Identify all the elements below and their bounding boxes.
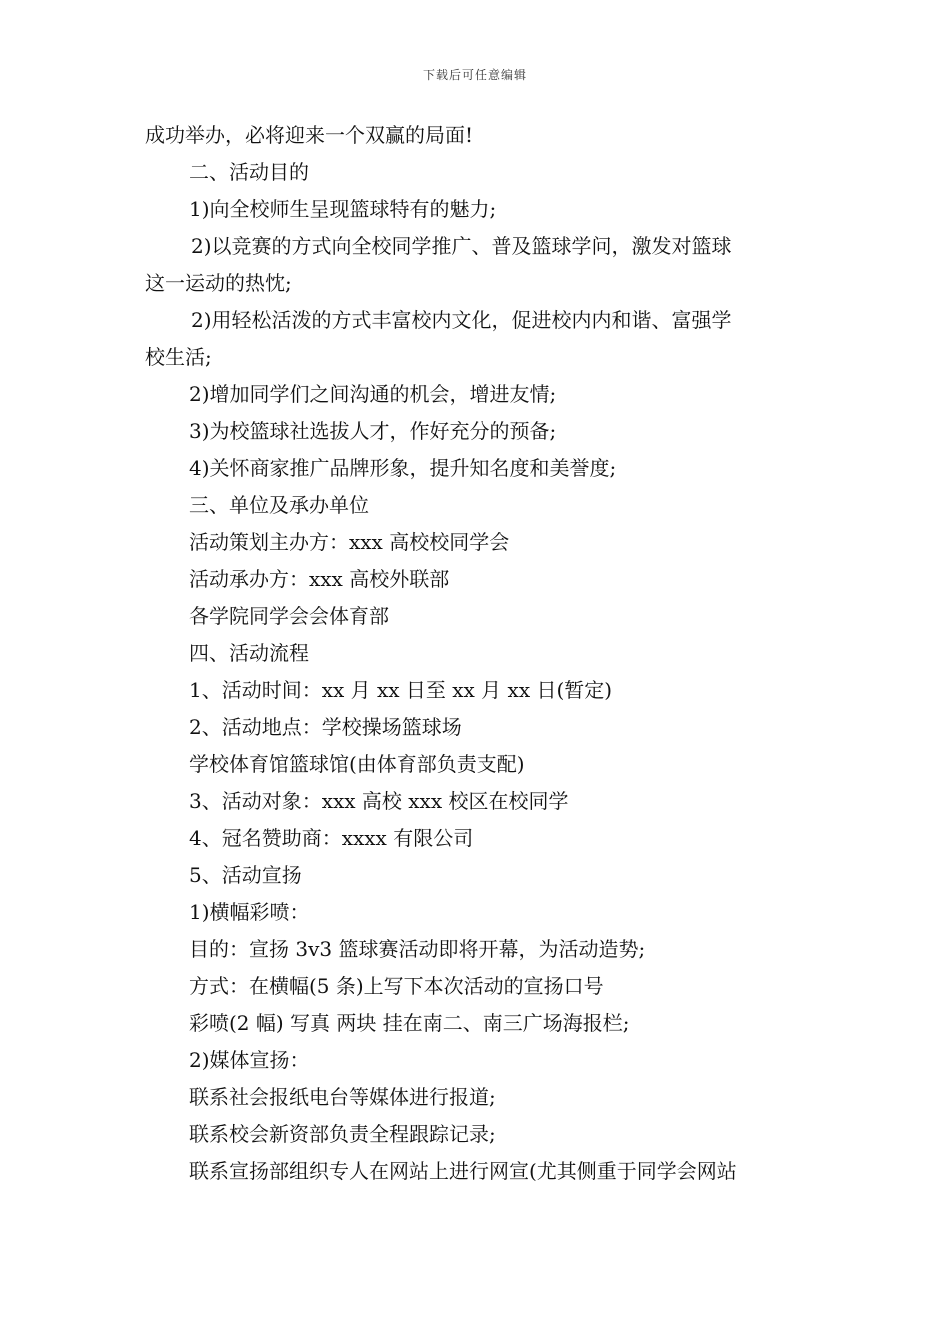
text-line: 彩喷(2 幅) 写真 两块 挂在南二、南三广场海报栏;: [189, 1011, 630, 1035]
text-line: 联系校会新资部负责全程跟踪记录;: [189, 1122, 496, 1146]
text-line: 这一运动的热忱;: [145, 271, 292, 295]
text-line: 1、活动时间：xx 月 xx 日至 xx 月 xx 日(暂定): [189, 678, 613, 702]
text-line: 活动承办方：xxx 高校外联部: [189, 567, 450, 591]
text-line: 2)用轻松活泼的方式丰富校内文化，促进校内内和谐、富强学: [191, 308, 732, 332]
text-line: 2、活动地点：学校操场篮球场: [189, 715, 462, 739]
document-body: [145, 117, 810, 1190]
text-line: 2)以竞赛的方式向全校同学推广、普及篮球学问，激发对篮球: [191, 234, 732, 258]
text-line: 3)为校篮球社选拔人才，作好充分的预备;: [189, 419, 557, 443]
text-line: 1)向全校师生呈现篮球特有的魅力;: [189, 197, 497, 221]
text-line: 4)关怀商家推广品牌形象，提升知名度和美誉度;: [189, 456, 617, 480]
text-line: 联系宣扬部组织专人在网站上进行网宣(尤其侧重于同学会网站: [189, 1159, 737, 1183]
text-line: 2)增加同学们之间沟通的机会，增进友情;: [189, 382, 557, 406]
text-line: 3、活动对象：xxx 高校 xxx 校区在校同学: [189, 789, 569, 813]
text-line: 2)媒体宣扬：: [189, 1048, 310, 1072]
text-line: 学校体育馆篮球馆(由体育部负责支配): [189, 752, 525, 776]
text-line: 联系社会报纸电台等媒体进行报道;: [189, 1085, 496, 1109]
text-line: 各学院同学会会体育部: [189, 604, 389, 628]
text-line: 目的：宣扬 3v3 篮球赛活动即将开幕，为活动造势;: [189, 937, 646, 961]
text-line: 校生活;: [145, 345, 212, 369]
text-line: 1)横幅彩喷：: [189, 900, 310, 924]
text-line: 5、活动宣扬: [189, 863, 302, 887]
text-line: 4、冠名赞助商：xxxx 有限公司: [189, 826, 474, 850]
section-heading: 二、活动目的: [189, 160, 309, 184]
section-heading: 四、活动流程: [189, 641, 309, 665]
text-line: 活动策划主办方：xxx 高校校同学会: [189, 530, 510, 554]
text-line: 成功举办，必将迎来一个双赢的局面!: [145, 123, 474, 147]
text-line: 方式：在横幅(5 条)上写下本次活动的宣扬口号: [189, 974, 604, 998]
page-header-note: 下载后可任意编辑: [422, 68, 527, 82]
section-heading: 三、单位及承办单位: [189, 493, 369, 517]
